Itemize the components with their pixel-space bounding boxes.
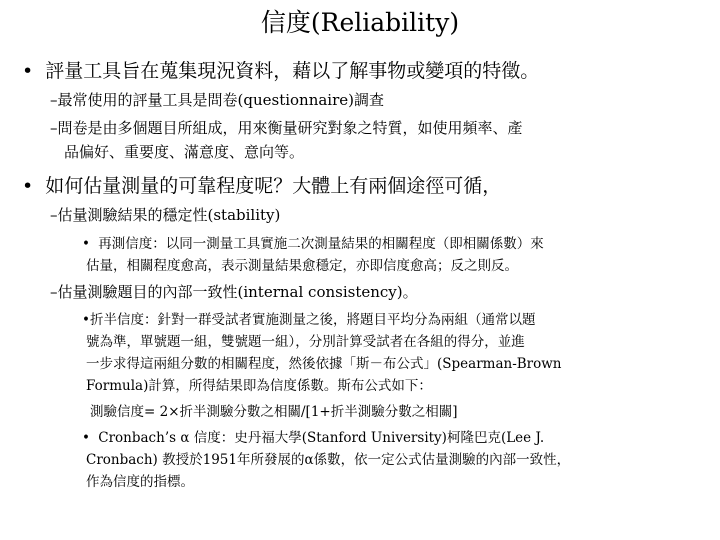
bullet-text: 如何估量測量的可靠程度呢？大體上有兩個途徑可循，	[45, 175, 502, 197]
item-text: 號為準，單號題一組，雙號題一組），分別計算受試者在各組的得分，並進	[86, 334, 525, 350]
bullet-marker: •	[22, 175, 34, 197]
item-test-retest-continued	[86, 256, 518, 276]
sub-point-text: 估量測驗題目的內部一致性(internal consistency)。	[57, 283, 418, 301]
item-text: Cronbach’s α 信度：史丹福大學(Stanford University)柯隆巴克(Lee J.	[98, 430, 545, 446]
item-text: 估量，相關程度愈高，表示測量結果愈穩定，亦即信度愈高；反之則反。	[86, 258, 518, 274]
item-test-retest	[82, 234, 544, 254]
item-text: 作為信度的指標。	[86, 474, 194, 490]
item-text: 一步求得這兩組分數的相關程度，然後依據「斯－布公式」(Spearman-Brown	[86, 356, 562, 372]
item-cronbach-alpha-line-2	[86, 450, 570, 470]
spearman-brown-formula	[90, 402, 458, 422]
item-text: Cronbach) 教授於1951年所發展的α係數，依一定公式估量測驗的內部一致性，	[86, 452, 571, 468]
sub-point-items-continued	[64, 142, 304, 163]
sub-point-questionnaire	[50, 90, 384, 111]
sub-point-text: 品偏好、重要度、滿意度、意向等。	[64, 143, 305, 161]
bullet-point-1	[22, 58, 539, 84]
item-text: 折半信度：針對一群受試者實施測量之後，將題目平均分為兩組（通常以題	[89, 312, 536, 328]
formula-text: 測驗信度= 2×折半測驗分數之相關/[1+折半測驗分數之相關]	[90, 404, 458, 420]
small-bullet-marker: •	[82, 236, 90, 252]
bullet-text: 評量工具旨在蒐集現況資料，藉以了解事物或變項的特徵。	[45, 60, 540, 82]
sub-point-stability	[50, 205, 280, 226]
item-text: 再測信度：以同一測量工具實施二次測量結果的相關程度（即相關係數）來	[98, 236, 544, 252]
slide-title: 信度(Reliability)	[260, 8, 460, 37]
item-cronbach-alpha-line-3	[86, 472, 194, 492]
sub-point-text: 估量測驗結果的穩定性(stability)	[57, 206, 281, 224]
dash-marker: –	[50, 283, 58, 301]
sub-point-text: 最常使用的評量工具是問卷(questionnaire)調查	[57, 91, 385, 109]
sub-point-internal-consistency	[50, 282, 418, 303]
bullet-marker: •	[22, 60, 34, 82]
item-split-half-line-2	[86, 332, 525, 352]
item-split-half-line-4	[86, 376, 432, 396]
dash-marker: –	[50, 206, 58, 224]
dash-marker: –	[50, 119, 58, 137]
bullet-point-2	[22, 173, 501, 199]
item-cronbach-alpha	[82, 428, 544, 448]
item-text: Formula)計算，所得結果即為信度係數。斯布公式如下：	[86, 378, 432, 394]
sub-point-text: 問卷是由多個題目所組成，用來衡量研究對象之特質，如使用頻率、產	[57, 119, 523, 137]
small-bullet-marker: •	[82, 430, 90, 446]
item-split-half-line-3	[86, 354, 562, 374]
dash-marker: –	[50, 91, 58, 109]
sub-point-items	[50, 118, 523, 139]
item-split-half	[82, 310, 535, 330]
small-bullet-marker: •	[82, 312, 90, 328]
